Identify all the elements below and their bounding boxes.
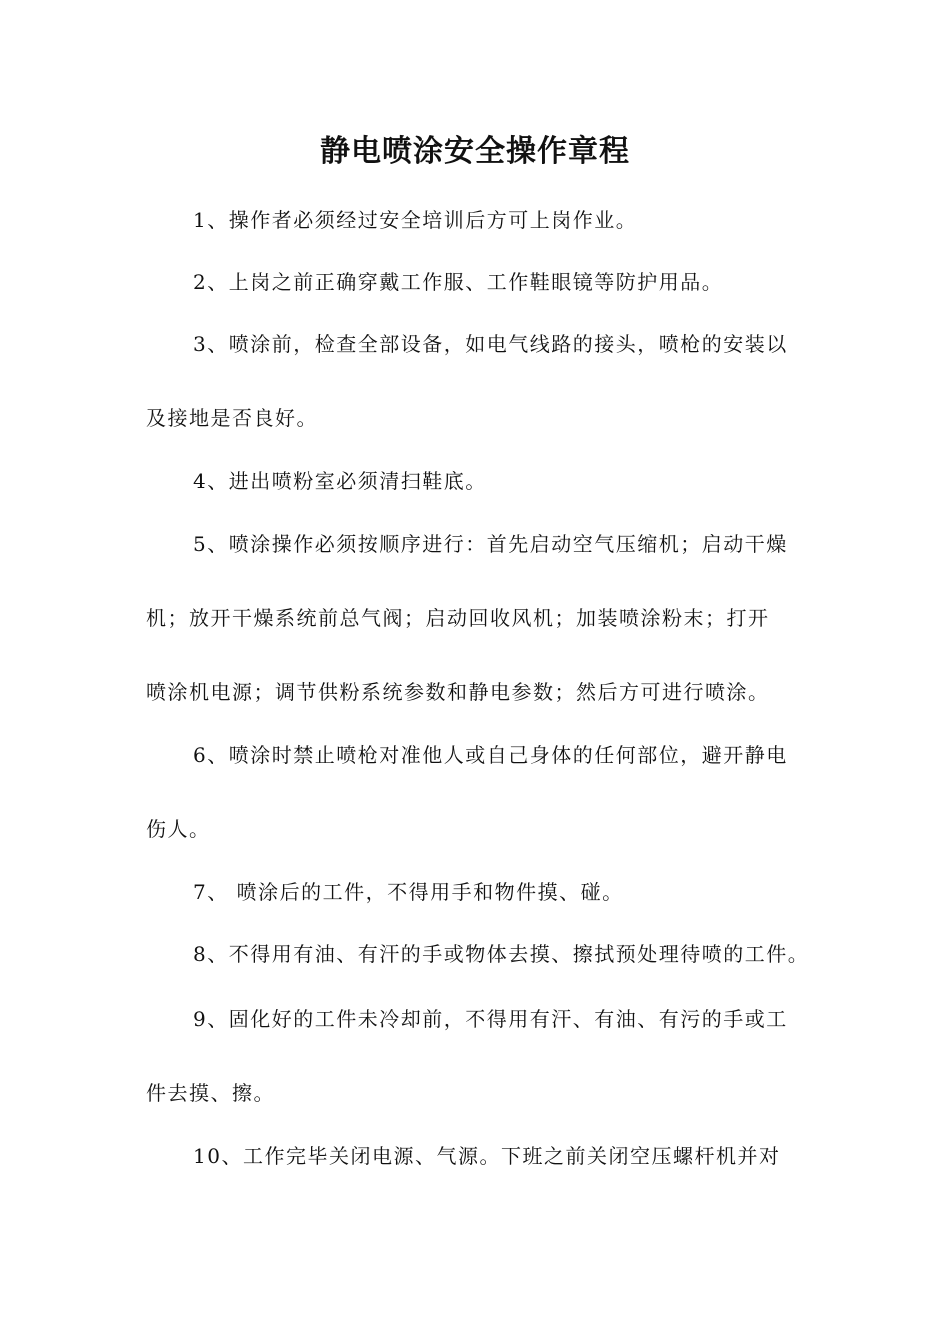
rule-6-continued: 伤人。: [146, 817, 211, 841]
rule-5-continued-2: 喷涂机电源；调节供粉系统参数和静电参数；然后方可进行喷涂。: [146, 680, 770, 704]
rule-1: 1、操作者必须经过安全培训后方可上岗作业。: [193, 208, 638, 232]
rule-9-continued: 件去摸、擦。: [146, 1081, 275, 1105]
rule-5: 5、喷涂操作必须按顺序进行：首先启动空气压缩机；启动干燥: [193, 532, 788, 556]
rule-2: 2、上岗之前正确穿戴工作服、工作鞋眼镜等防护用品。: [193, 270, 724, 294]
rule-7: 7、 喷涂后的工件，不得用手和物件摸、碰。: [193, 880, 624, 904]
rule-4: 4、进出喷粉室必须清扫鞋底。: [193, 469, 487, 493]
rule-10: 10、工作完毕关闭电源、气源。下班之前关闭空压螺杆机并对: [193, 1144, 781, 1168]
rule-6: 6、喷涂时禁止喷枪对准他人或自己身体的任何部位，避开静电: [193, 743, 788, 767]
document-title: 静电喷涂安全操作章程: [320, 134, 630, 169]
rule-3-continued: 及接地是否良好。: [146, 406, 318, 430]
rule-5-continued-1: 机；放开干燥系统前总气阀；启动回收风机；加装喷涂粉末；打开: [146, 606, 770, 630]
rule-8: 8、不得用有油、有汗的手或物体去摸、擦拭预处理待喷的工件。: [193, 942, 810, 966]
rule-9: 9、固化好的工件未冷却前，不得用有汗、有油、有污的手或工: [193, 1007, 788, 1031]
rule-3: 3、喷涂前，检查全部设备，如电气线路的接头，喷枪的安装以: [193, 332, 788, 356]
